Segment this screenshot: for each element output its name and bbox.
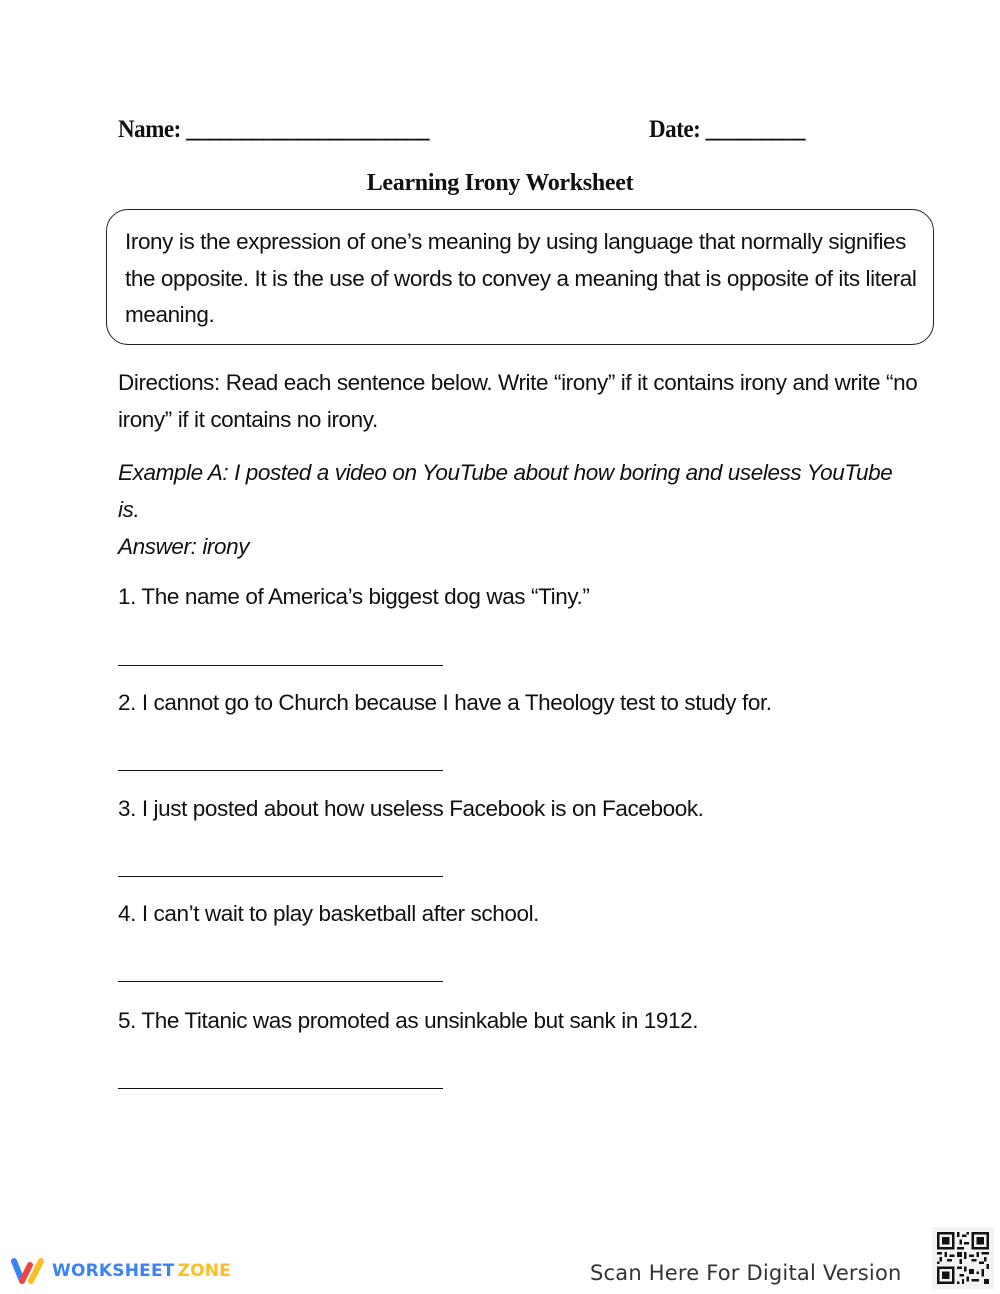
- name-field-label: Name: ______________________: [118, 116, 430, 143]
- directions-text: Directions: Read each sentence below. Write “irony” if it contains irony and write “no irony” if it contains no irony.: [118, 370, 918, 432]
- worksheet-zone-logo[interactable]: [10, 1257, 231, 1285]
- answer-line-5[interactable]: [118, 1088, 443, 1089]
- answer-line-4[interactable]: [118, 981, 443, 982]
- question-5: 5. The Titanic was promoted as unsinkable but sank in 1912.: [118, 1008, 699, 1033]
- example-answer: Answer: irony: [118, 534, 250, 559]
- question-3: 3. I just posted about how useless Facebook is on Facebook.: [118, 796, 704, 821]
- example-block: [118, 454, 918, 565]
- question-4: 4. I can’t wait to play basketball after school.: [118, 901, 540, 926]
- answer-line-2[interactable]: [118, 770, 443, 771]
- answer-line-3[interactable]: [118, 876, 443, 877]
- brand-name-part1: WORKSHEET: [52, 1261, 175, 1281]
- worksheet-zone-w-icon: [10, 1257, 46, 1285]
- example-sentence: Example A: I posted a video on YouTube about how boring and useless YouTube is.: [118, 460, 893, 522]
- worksheet-title: Learning Irony Worksheet: [366, 170, 634, 196]
- scan-for-digital-text: Scan Here For Digital Version: [590, 1261, 902, 1285]
- date-field-label: Date: _________: [649, 116, 805, 143]
- question-2: 2. I cannot go to Church because I have a Theology test to study for.: [118, 690, 772, 715]
- qr-code-icon[interactable]: [932, 1227, 994, 1289]
- question-1: 1. The name of America’s biggest dog was “Tiny.”: [118, 584, 590, 609]
- answer-line-1[interactable]: [118, 665, 443, 666]
- brand-name-part2: ZONE: [177, 1261, 231, 1281]
- definition-text: Irony is the expression of one’s meaning by using language that normally signifies the opposite. It is the use of words to convey a meaning that is opposite of its literal meaning.: [125, 229, 917, 327]
